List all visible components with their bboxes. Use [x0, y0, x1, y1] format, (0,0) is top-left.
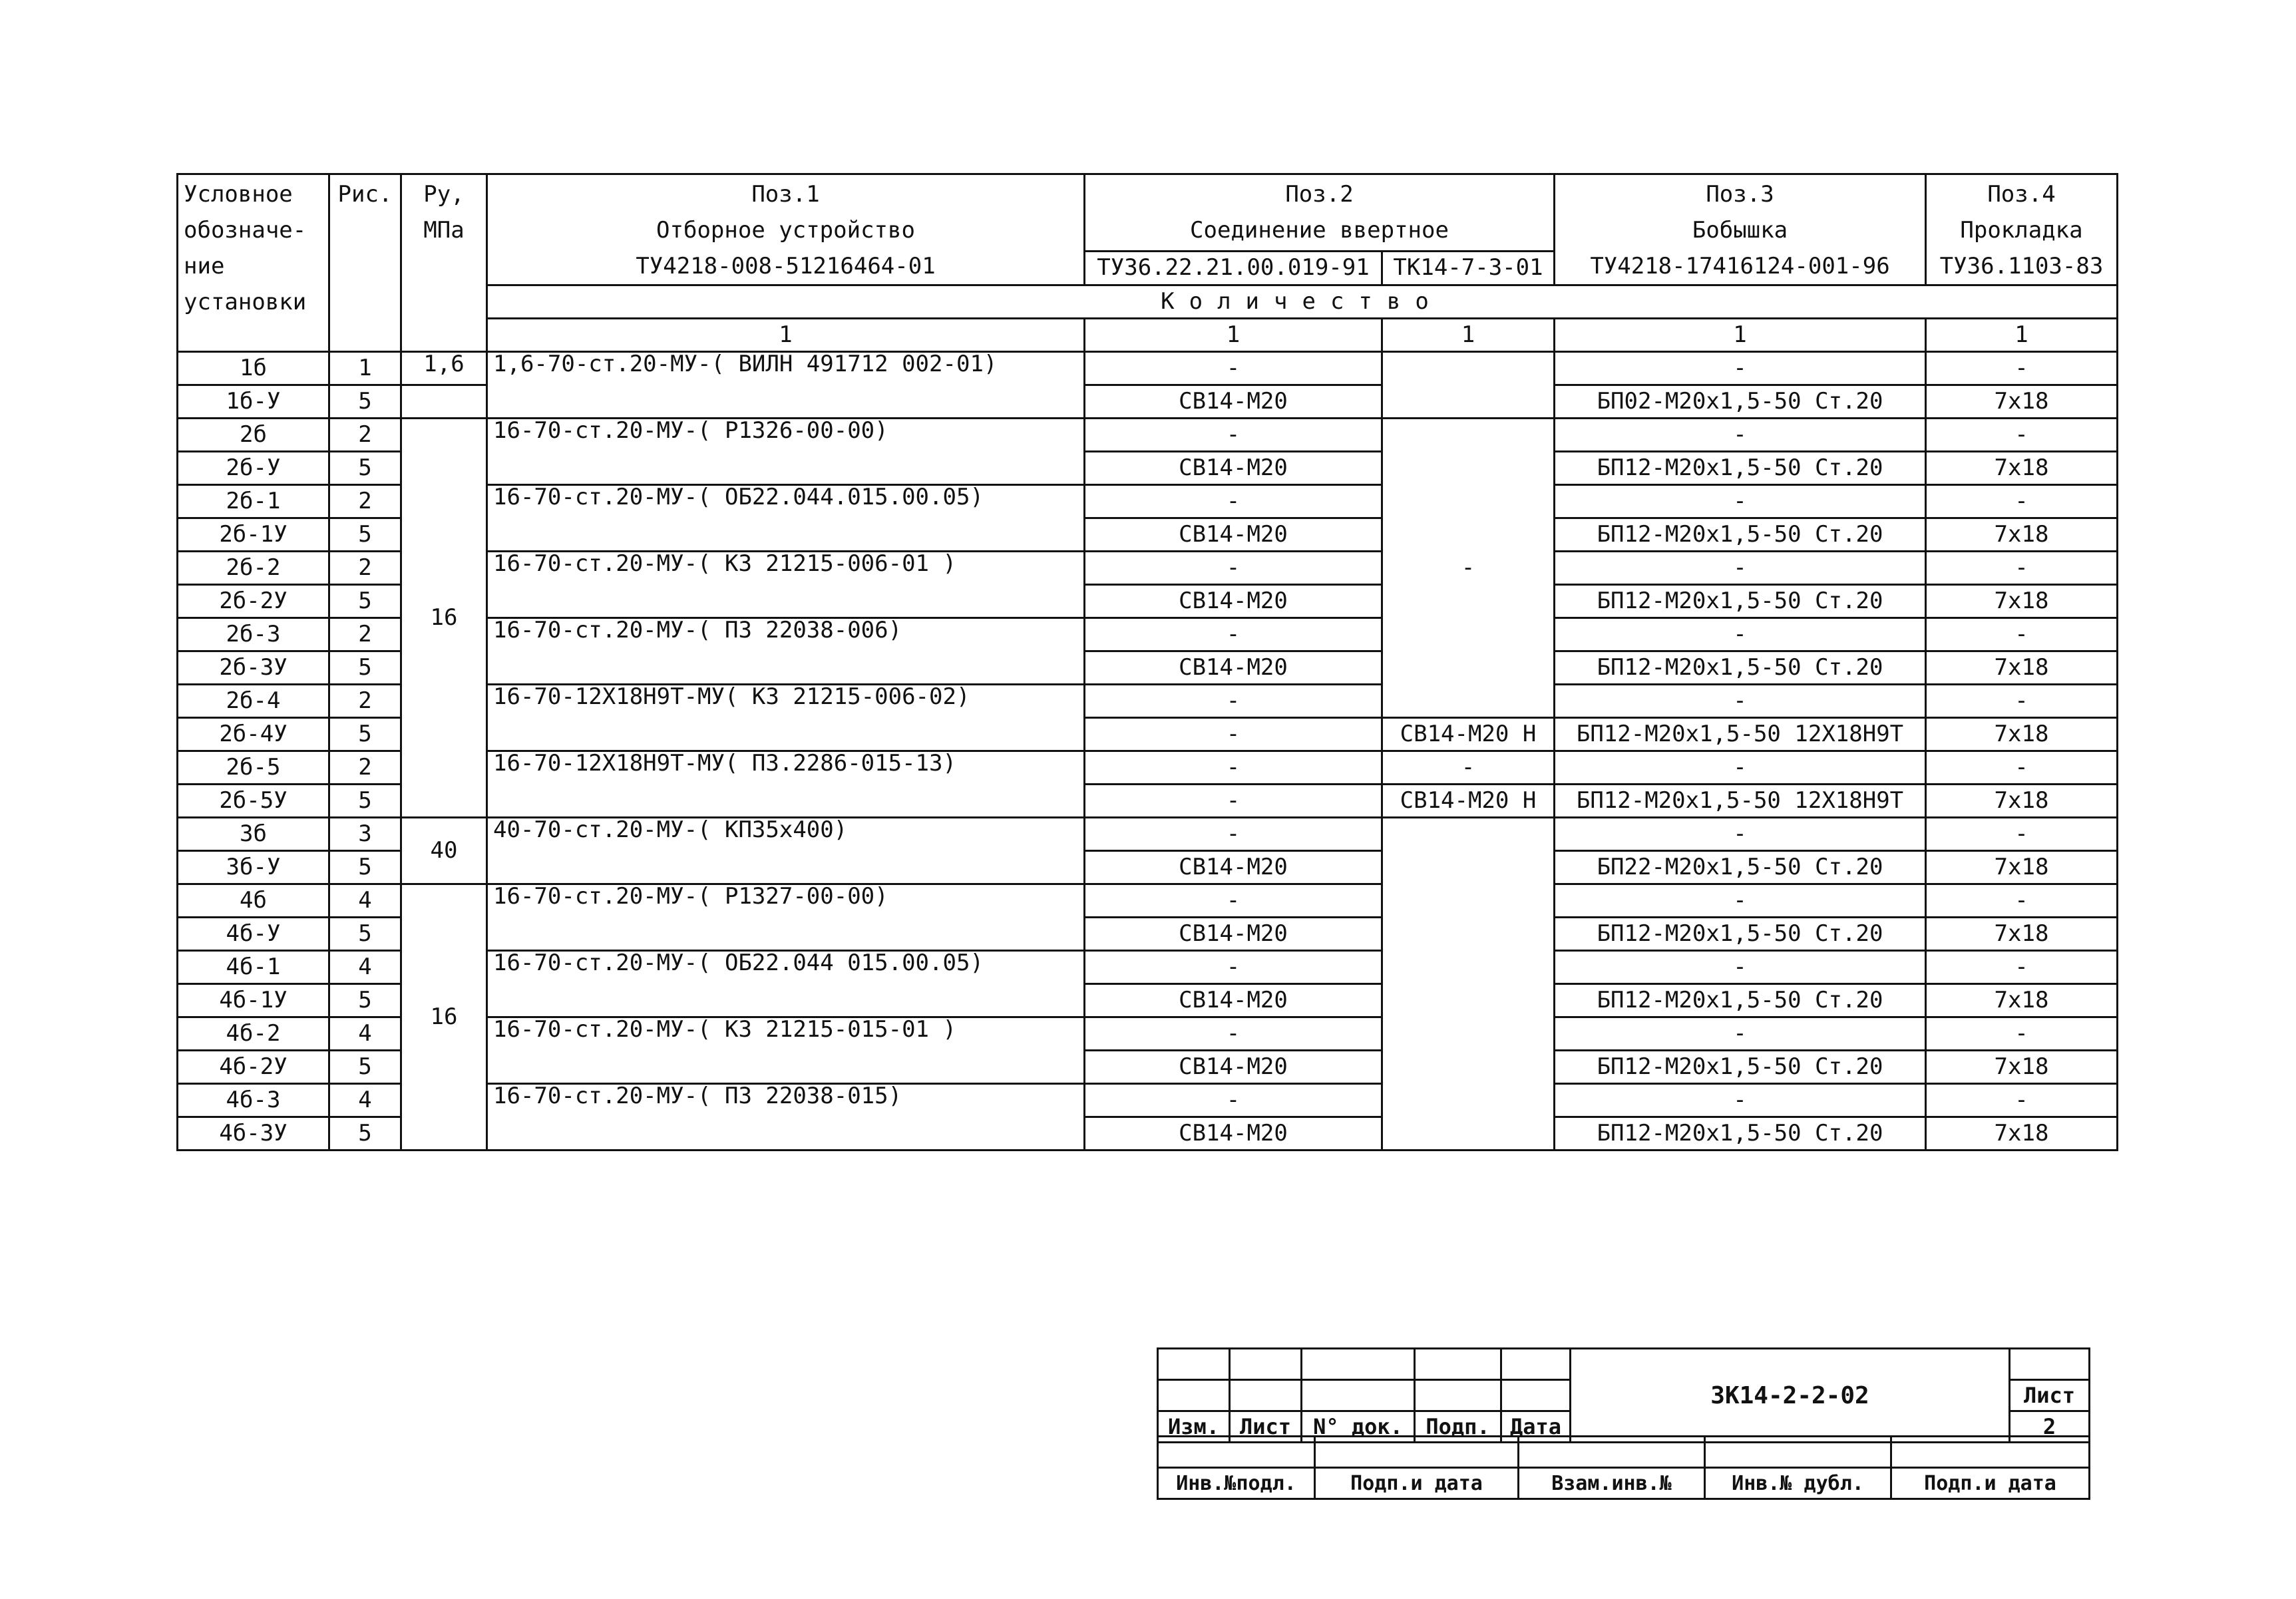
cell-designation: 4б — [178, 884, 329, 918]
cell-pos4: 7х18 — [1926, 585, 2118, 618]
cell-pos4: - — [1926, 818, 2118, 851]
cell-device: 16-70-ст.20-МУ-( ПЗ 22038-006) — [487, 618, 1085, 685]
header-pressure: Ру, МПа — [401, 174, 487, 352]
cell-device: 16-70-ст.20-МУ-( Р1327-00-00) — [487, 884, 1085, 951]
cell-designation: 4б-3У — [178, 1117, 329, 1151]
label-sheet: Лист — [1230, 1411, 1302, 1443]
cell-fig: 5 — [329, 651, 401, 685]
cell-designation: 4б-У — [178, 918, 329, 951]
cell-pos2b: СВ14-М20 Н — [1382, 785, 1555, 818]
cell-designation: 2б-У — [178, 452, 329, 485]
cell-fig: 2 — [329, 751, 401, 785]
cell-designation: 2б-4 — [178, 685, 329, 718]
cell-pos3: БП12-М20х1,5-50 Ст.20 — [1555, 918, 1926, 951]
cell-fig: 5 — [329, 918, 401, 951]
cell-pos2a: - — [1085, 718, 1382, 751]
cell-pos3: - — [1555, 818, 1926, 851]
table-row — [178, 352, 2118, 385]
title-block-row-1 — [1158, 1349, 2090, 1380]
document-designation: 3К14-2-2-02 — [1571, 1349, 2010, 1443]
cell-pos3: БП12-М20х1,5-50 Ст.20 — [1555, 651, 1926, 685]
cell-fig: 4 — [329, 951, 401, 984]
label-doc-number: N° док. — [1302, 1411, 1415, 1443]
cell-pos4: 7х18 — [1926, 851, 2118, 884]
cell-designation: 2б-3У — [178, 651, 329, 685]
cell-designation: 4б-3 — [178, 1084, 329, 1117]
header-fig: Рис. — [329, 174, 401, 352]
qty-pos1: 1 — [487, 319, 1085, 352]
qty-pos4: 1 — [1926, 319, 2118, 352]
cell-designation: 2б-5 — [178, 751, 329, 785]
cell-designation: 2б-2 — [178, 552, 329, 585]
cell-fig: 5 — [329, 718, 401, 751]
cell-pos4: 7х18 — [1926, 1051, 2118, 1084]
header-pos2-spec-a: ТУ36.22.21.00.019-91 — [1085, 251, 1382, 285]
header-pos1: Поз.1 Отборное устройство ТУ4218-008-51216464-01 — [487, 174, 1085, 285]
cell-designation: 4б-1 — [178, 951, 329, 984]
cell-pos3: - — [1555, 685, 1926, 718]
cell-pos3: - — [1555, 751, 1926, 785]
header-pos4: Поз.4 Прокладка ТУ36.1103-83 — [1926, 174, 2118, 285]
cell-pos4: - — [1926, 951, 2118, 984]
cell-pos2a: - — [1085, 1084, 1382, 1117]
cell-pos4: 7х18 — [1926, 518, 2118, 552]
cell-pressure: 1,6 — [401, 352, 487, 385]
cell-pos3: БП12-М20х1,5-50 12Х18Н9Т — [1555, 785, 1926, 818]
cell-fig: 5 — [329, 851, 401, 884]
cell-pressure: 16 — [401, 419, 487, 818]
cell-pos2b — [1382, 818, 1555, 1151]
cell-fig: 5 — [329, 984, 401, 1017]
cell-designation: 3б — [178, 818, 329, 851]
cell-pos2a: СВ14-М20 — [1085, 518, 1382, 552]
sheet-number: 2 — [2010, 1411, 2090, 1443]
cell-pos4: - — [1926, 485, 2118, 518]
label-signature: Подп. — [1415, 1411, 1501, 1443]
cell-pos2b: СВ14-М20 Н — [1382, 718, 1555, 751]
cell-designation: 4б-1У — [178, 984, 329, 1017]
label-change: Изм. — [1158, 1411, 1230, 1443]
cell-pos3: БП12-М20х1,5-50 Ст.20 — [1555, 452, 1926, 485]
cell-fig: 4 — [329, 1084, 401, 1117]
table-row — [178, 385, 2118, 419]
cell-device: 16-70-ст.20-МУ-( ОБ22.044 015.00.05) — [487, 951, 1085, 1017]
cell-pos2a: - — [1085, 618, 1382, 651]
cell-pos3: - — [1555, 1017, 1926, 1051]
cell-device: 16-70-12Х18Н9Т-МУ( КЗ 21215-006-02) — [487, 685, 1085, 751]
cell-pos2b — [1382, 352, 1555, 419]
cell-pos2a: СВ14-М20 — [1085, 585, 1382, 618]
cell-designation: 1б — [178, 352, 329, 385]
cell-pressure: 16 — [401, 884, 487, 1151]
cell-pos2a: - — [1085, 884, 1382, 918]
cell-device: 40-70-ст.20-МУ-( КП35х400) — [487, 818, 1085, 884]
cell-pos3: БП12-М20х1,5-50 Ст.20 — [1555, 984, 1926, 1017]
label-sign-date-1: Подп.и дата — [1315, 1468, 1519, 1499]
cell-pos2a: СВ14-М20 — [1085, 385, 1382, 419]
cell-designation: 3б-У — [178, 851, 329, 884]
cell-pos3: - — [1555, 352, 1926, 385]
cell-pos4: - — [1926, 352, 2118, 385]
header-pos2: Поз.2 Соединение ввертное — [1085, 174, 1555, 252]
cell-pos4: 7х18 — [1926, 785, 2118, 818]
cell-pos3: - — [1555, 884, 1926, 918]
header-row — [178, 174, 2118, 252]
cell-pos4: 7х18 — [1926, 651, 2118, 685]
cell-pos3: БП12-М20х1,5-50 Ст.20 — [1555, 585, 1926, 618]
cell-pos4: 7х18 — [1926, 984, 2118, 1017]
cell-designation: 2б-1У — [178, 518, 329, 552]
specification-body — [178, 174, 2118, 1151]
cell-pos3: - — [1555, 1084, 1926, 1117]
cell-fig: 5 — [329, 1117, 401, 1151]
table-row — [178, 884, 2118, 918]
cell-fig: 5 — [329, 385, 401, 419]
cell-pos2a: - — [1085, 951, 1382, 984]
cell-designation: 4б-2 — [178, 1017, 329, 1051]
cell-device: 16-70-ст.20-МУ-( КЗ 21215-006-01 ) — [487, 552, 1085, 618]
cell-fig: 2 — [329, 685, 401, 718]
cell-pos2a: - — [1085, 352, 1382, 385]
cell-pos2a: - — [1085, 818, 1382, 851]
cell-pos3: БП12-М20х1,5-50 Ст.20 — [1555, 1117, 1926, 1151]
qty-pos3: 1 — [1555, 319, 1926, 352]
qty-pos2b: 1 — [1382, 319, 1555, 352]
header-designation: Условное обозначе- ние установки — [178, 174, 329, 352]
cell-pos4: - — [1926, 1084, 2118, 1117]
cell-pos2a: - — [1085, 485, 1382, 518]
label-sign-date-2: Подп.и дата — [1891, 1468, 2090, 1499]
cell-pos3: БП12-М20х1,5-50 Ст.20 — [1555, 1051, 1926, 1084]
cell-fig: 4 — [329, 884, 401, 918]
cell-pos4: 7х18 — [1926, 718, 2118, 751]
cell-pos4: - — [1926, 685, 2118, 718]
cell-pressure — [401, 385, 487, 419]
table-row — [178, 818, 2118, 851]
cell-pos4: - — [1926, 751, 2118, 785]
cell-designation: 1б-У — [178, 385, 329, 419]
cell-pos4: - — [1926, 618, 2118, 651]
cell-device: 1,6-70-ст.20-МУ-( ВИЛН 491712 002-01) — [487, 352, 1085, 419]
table-row — [178, 419, 2118, 452]
cell-pos3: БП12-М20х1,5-50 Ст.20 — [1555, 518, 1926, 552]
cell-device: 16-70-12Х18Н9Т-МУ( ПЗ.2286-015-13) — [487, 751, 1085, 818]
cell-pos2a: СВ14-М20 — [1085, 984, 1382, 1017]
cell-device: 16-70-ст.20-МУ-( ПЗ 22038-015) — [487, 1084, 1085, 1151]
cell-pos4: - — [1926, 552, 2118, 585]
cell-pos3: БП22-М20х1,5-50 Ст.20 — [1555, 851, 1926, 884]
cell-fig: 2 — [329, 419, 401, 452]
cell-pos2a: СВ14-М20 — [1085, 1117, 1382, 1151]
cell-device: 16-70-ст.20-МУ-( ОБ22.044.015.00.05) — [487, 485, 1085, 552]
cell-pos2a: - — [1085, 685, 1382, 718]
specification-table — [176, 173, 2118, 1151]
cell-pos3: - — [1555, 618, 1926, 651]
cell-designation: 2б-2У — [178, 585, 329, 618]
cell-fig: 4 — [329, 1017, 401, 1051]
title-block-bottom — [1157, 1435, 2090, 1500]
cell-pos2a: СВ14-М20 — [1085, 1051, 1382, 1084]
cell-pos2a: - — [1085, 785, 1382, 818]
cell-designation: 2б-3 — [178, 618, 329, 651]
sheet-label: Лист — [2010, 1380, 2090, 1411]
cell-pos2a: СВ14-М20 — [1085, 651, 1382, 685]
cell-pos4: 7х18 — [1926, 1117, 2118, 1151]
cell-fig: 1 — [329, 352, 401, 385]
cell-designation: 4б-2У — [178, 1051, 329, 1084]
cell-designation: 2б-1 — [178, 485, 329, 518]
cell-pos2a: - — [1085, 751, 1382, 785]
label-date: Дата — [1501, 1411, 1571, 1443]
cell-pos2a: - — [1085, 552, 1382, 585]
label-replaced-inv: Взам.инв.№ — [1519, 1468, 1705, 1499]
cell-fig: 2 — [329, 552, 401, 585]
label-inv-original: Инв.№подл. — [1158, 1468, 1315, 1499]
cell-pos4: 7х18 — [1926, 385, 2118, 419]
cell-fig: 3 — [329, 818, 401, 851]
cell-pos2a: - — [1085, 419, 1382, 452]
cell-pos4: - — [1926, 884, 2118, 918]
cell-device: 16-70-ст.20-МУ-( Р1326-00-00) — [487, 419, 1085, 485]
cell-pos4: 7х18 — [1926, 918, 2118, 951]
cell-pos2b: - — [1382, 751, 1555, 785]
cell-designation: 2б-5У — [178, 785, 329, 818]
cell-pos3: - — [1555, 951, 1926, 984]
cell-pos4: 7х18 — [1926, 452, 2118, 485]
cell-designation: 2б-4У — [178, 718, 329, 751]
bottom-labels-row — [1158, 1468, 2090, 1499]
cell-fig: 5 — [329, 518, 401, 552]
cell-pos2b: - — [1382, 419, 1555, 718]
cell-pos2a: СВ14-М20 — [1085, 452, 1382, 485]
cell-pos2a: СВ14-М20 — [1085, 851, 1382, 884]
cell-fig: 5 — [329, 452, 401, 485]
cell-pos2a: СВ14-М20 — [1085, 918, 1382, 951]
cell-designation: 2б — [178, 419, 329, 452]
cell-pressure: 40 — [401, 818, 487, 884]
cell-pos3: БП12-М20х1,5-50 12Х18Н9Т — [1555, 718, 1926, 751]
cell-pos3: БП02-М20х1,5-50 Ст.20 — [1555, 385, 1926, 419]
header-pos3: Поз.3 Бобышка ТУ4218-17416124-001-96 — [1555, 174, 1926, 285]
qty-pos2a: 1 — [1085, 319, 1382, 352]
cell-pos4: - — [1926, 1017, 2118, 1051]
header-pos2-spec-b: ТК14-7-3-01 — [1382, 251, 1555, 285]
cell-fig: 2 — [329, 485, 401, 518]
label-inv-duplicate: Инв.№ дубл. — [1705, 1468, 1891, 1499]
cell-pos3: - — [1555, 485, 1926, 518]
header-quantity-label: Количество — [487, 285, 2118, 319]
cell-pos3: - — [1555, 552, 1926, 585]
cell-fig: 5 — [329, 785, 401, 818]
cell-pos3: - — [1555, 419, 1926, 452]
title-block — [1157, 1347, 2090, 1443]
cell-fig: 2 — [329, 618, 401, 651]
cell-fig: 5 — [329, 585, 401, 618]
cell-pos2a: - — [1085, 1017, 1382, 1051]
cell-fig: 5 — [329, 1051, 401, 1084]
cell-device: 16-70-ст.20-МУ-( КЗ 21215-015-01 ) — [487, 1017, 1085, 1084]
cell-pos4: - — [1926, 419, 2118, 452]
